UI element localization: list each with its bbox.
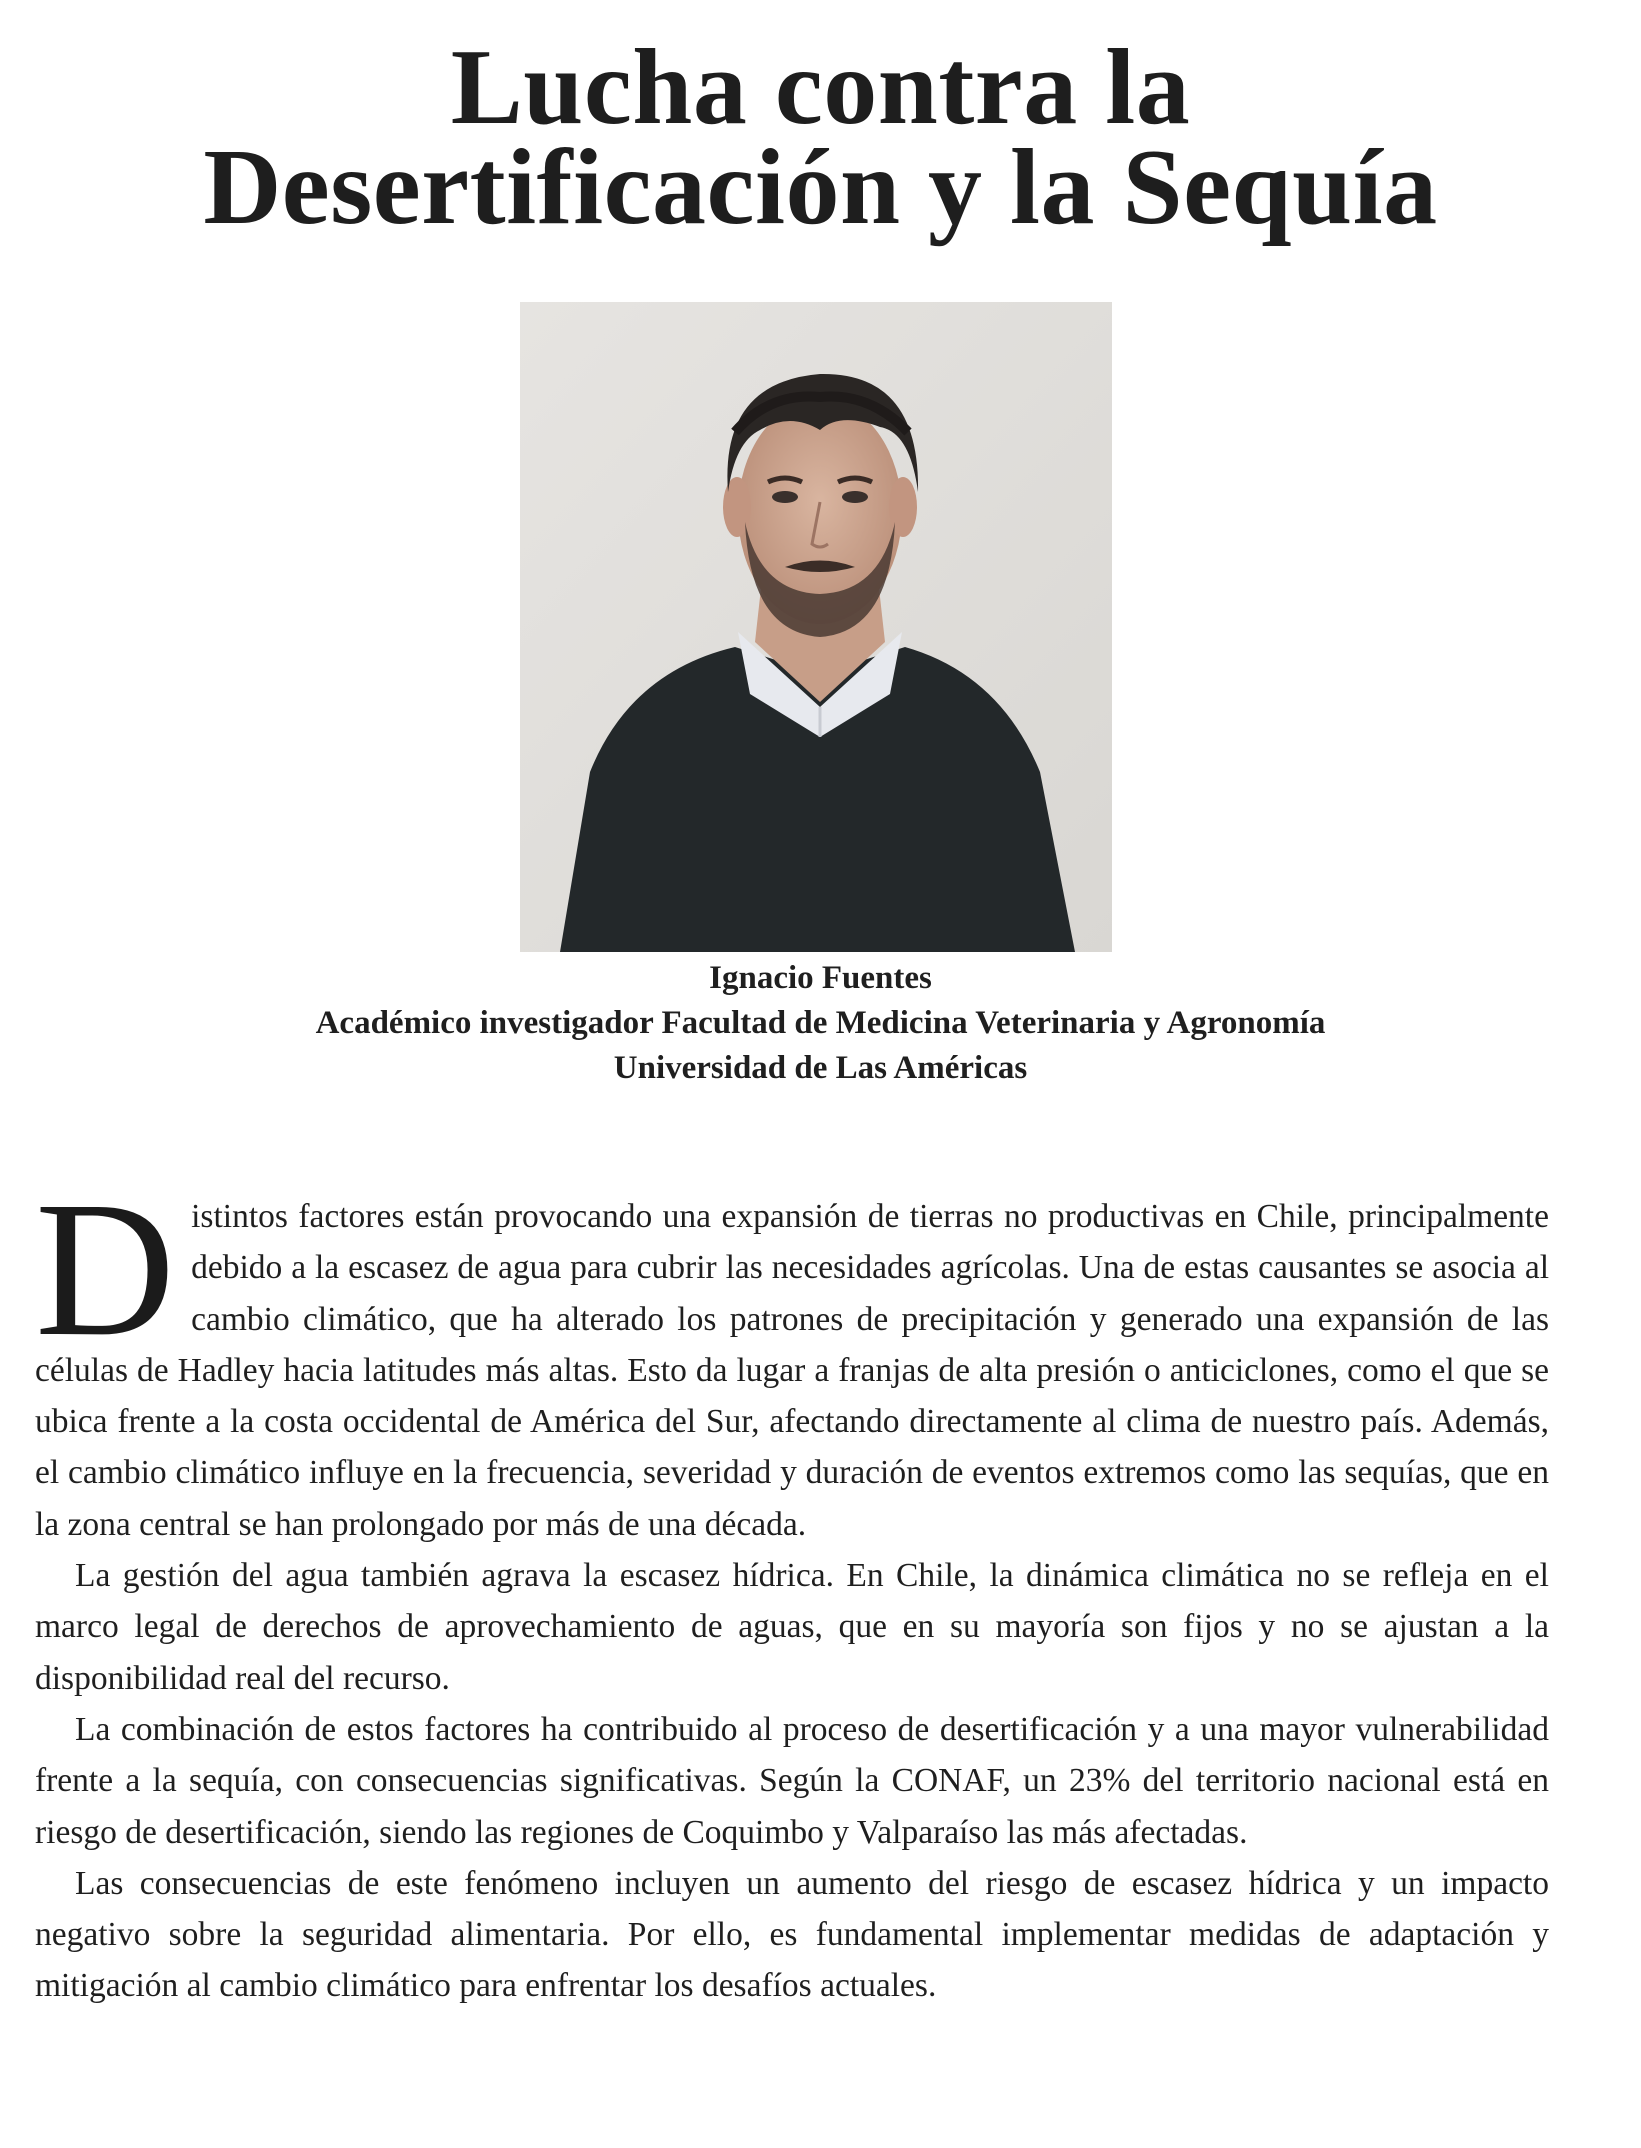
article-paragraph: La gestión del agua también agrava la escasez hídrica. En Chile, la dinámica climática no se refleja en el marco legal de derechos de aprovechamiento de aguas, que en su mayoría son fijos y no se ajustan a la disponibilidad real del recurso. (35, 1557, 1549, 1697)
paragraph-1-text: istintos factores están provocando una expansión de tierras no productivas en Chile, principalmente debido a la escasez de agua para cubrir las necesidades agrícolas. Una de estas causantes se asocia al cambio climático, que ha alterado los patrones de precipitación y generado una expansión de las células de Hadley hacia latitudes más altas. Esto da lugar a franjas de alta presión o anticiclones, como el que se ubica frente a la costa occidental de América del Sur, afectando directamente al clima de nuestro país. Además, el cambio climático influye en la frecuencia, severidad y duración de eventos extremos como las sequías, que en la zona central se han prolongado por más de una década. (35, 1198, 1549, 1543)
article-paragraph (35, 1161, 1549, 1550)
portrait-illustration (520, 302, 1112, 952)
article-paragraph: La combinación de estos factores ha contribuido al proceso de desertificación y a una mayor vulnerabilidad frente a la sequía, con consecuencias significativas. Según la CONAF, un 23% del territorio nacional está en riesgo de desertificación, siendo las regiones de Coquimbo y Valparaíso las más afectadas. (35, 1710, 1549, 1851)
title-line-2: Desertificación y la Sequía (203, 128, 1438, 247)
author-name: Ignacio Fuentes (709, 960, 932, 996)
article-paragraph: Las consecuencias de este fenómeno incluyen un aumento del riesgo de escasez hídrica y un impacto negativo sobre la seguridad alimentaria. Por ello, es fundamental implementar medidas de adaptación y mitigación al cambio climático para enfrentar los desafíos actuales. (35, 1864, 1549, 2005)
page-title (0, 28, 1641, 247)
author-role: Académico investigador Facultad de Medicina Veterinaria y Agronomía (315, 1005, 1326, 1041)
article-body (35, 1161, 1549, 2012)
author-institution: Universidad de Las Américas (613, 1050, 1028, 1086)
drop-cap: D (35, 1161, 176, 1376)
author-photo (520, 302, 1112, 952)
title-line-1: Lucha contra la (450, 28, 1191, 147)
author-caption (0, 956, 1641, 1091)
